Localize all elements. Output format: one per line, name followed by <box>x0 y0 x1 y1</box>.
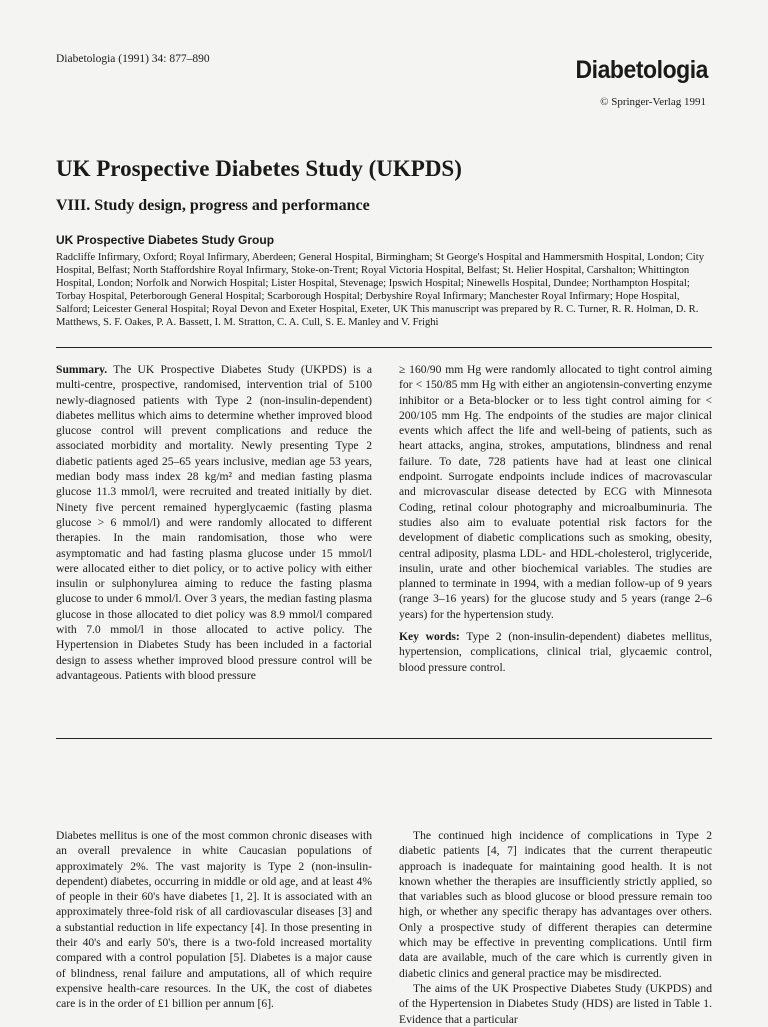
journal-citation: Diabetologia (1991) 34: 877–890 <box>56 53 210 65</box>
body-paragraph: The aims of the UK Prospective Diabetes Study (UKPDS) and of the Hypertension in Diabetes Study (HDS) are listed in Table 1. Evidence that a particular <box>399 981 712 1026</box>
body-right-column <box>399 828 712 1027</box>
summary-label: Summary. <box>56 363 108 376</box>
top-divider <box>56 347 712 348</box>
keywords-label: Key words: <box>399 630 460 644</box>
journal-logo: Diabetologia <box>575 56 708 84</box>
affiliations: Radcliffe Infirmary, Oxford; Royal Infirmary, Aberdeen; General Hospital, Birmingham; St George's Hospital and Hammersmith Hospital, London; City Hospital, Belfast; North Staffordshire Royal Infirmary, Stoke-on-Trent; Royal Victoria Hospital, Belfast; St. Helier Hospital, Carshalton; Whittington Hospital, London; Norfolk and Norwich Hospital; Lister Hospital, Stevenage; Ipswich Hospital; Ninewells Hospital, Dundee; Northampton Hospital; Torbay Hospital, Peterborough General Hospital; Scarborough Hospital; Derbyshire Royal Infirmary; Manchester Royal Infirmary; Hope Hospital, Salford; Leicester General Hospital; Royal Devon and Exeter Hospital, Exeter, UK This manuscript was prepared by R. C. Turner, R. R. Holman, D. R. Matthews, S. F. Oakes, P. A. Bassett, I. M. Stratton, C. A. Cull, S. E. Manley and V. Frighi <box>56 252 704 329</box>
copyright-notice: © Springer-Verlag 1991 <box>600 96 706 108</box>
summary-right-column <box>399 362 712 675</box>
summary-text-right: ≥ 160/90 mm Hg were randomly allocated to tight control aiming for < 150/85 mm Hg with either an angiotensin-converting enzyme inhibitor or a Beta-blocker or to less tight control aiming for < 200/105 mm Hg. The endpoints of the studies are major clinical events which affect the life and well-being of patients, such as heart attacks, angina, strokes, amputations, blindness and renal failure. To date, 728 patients have had at least one clinical endpoint. Surrogate endpoints include indices of macrovascular and microvascular disease detected by ECG with Minnesota Coding, retinal colour photography and microalbuminuria. The studies also aim to evaluate potential risk factors for the development of diabetic complications such as smoking, obesity, central adiposity, plasma LDL- and HDL-cholesterol, triglyceride, insulin, urate and other biochemical variables. The studies are planned to terminate in 1994, with a median follow-up of 9 years (range 3–16 years) for the glucose study and 5 years (range 2–6 years) for the hypertension study. <box>399 363 712 621</box>
bottom-divider <box>56 738 712 739</box>
summary-left-column <box>56 362 372 683</box>
article-subtitle: VIII. Study design, progress and performance <box>56 197 370 214</box>
article-title: UK Prospective Diabetes Study (UKPDS) <box>56 156 462 181</box>
summary-text-left: The UK Prospective Diabetes Study (UKPDS) is a multi-centre, prospective, randomised, intervention trial of 5100 newly-diagnosed patients with Type 2 (non-insulin-dependent) diabetes mellitus which aims to determine whether improved blood glucose control will prevent complications and reduce the associated morbidity and mortality. Newly presenting Type 2 diabetic patients aged 25–65 years inclusive, median age 53 years, median body mass index 28 kg/m² and median fasting plasma glucose 11.3 mmol/l, were recruited and treated initially by diet. Ninety five percent remained hyperglycaemic (fasting plasma glucose > 6 mmol/l) and were randomly allocated to different therapies. In the main randomisation, those who were asymptomatic and had fasting plasma glucose under 15 mmol/l were allocated either to diet policy, or to active policy with either insulin or sulphonylurea aiming to reduce the fasting plasma glucose to under 6 mmol/l. Over 3 years, the median fasting plasma glucose in those allocated to diet policy was 8.9 mmol/l compared with 7.0 mmol/l in those allocated to active policy. The Hypertension in Diabetes Study has been included in a factorial design to assess whether improved blood pressure control will be advantageous. Patients with blood pressure <box>56 363 372 682</box>
keywords-text: Type 2 (non-insulin-dependent) diabetes mellitus, hypertension, complications, clinical trial, glycaemic control, blood pressure control. <box>399 630 712 674</box>
body-left-column <box>56 828 372 1012</box>
body-paragraph: Diabetes mellitus is one of the most common chronic diseases with an overall prevalence in white Caucasian populations of approximately 2%. The vast majority is Type 2 (non-insulin-dependent) diabetes, occurring in middle or old age, and at least 4% of people in their 60's have diabetes [1, 2]. It is associated with an approximately three-fold risk of all cardiovascular diseases [3] and a substantial reduction in life expectancy [4]. In those presenting in their 40's and early 50's, there is a two-fold increased mortality compared with a control population [5]. Diabetes is a major cause of blindness, renal failure and amputations, all of which require expensive health-care resources. In the UK, the cost of diabetes care is in the order of £1 billion per annum [6]. <box>56 829 372 1011</box>
author-group: UK Prospective Diabetes Study Group <box>56 233 275 247</box>
body-paragraph: The continued high incidence of complications in Type 2 diabetic patients [4, 7] indicates that the current therapeutic approach is inadequate for maintaining good health. It is not known whether the therapies are insufficiently strictly applied, so that variables such as blood glucose or blood pressure remain too high, or whether any specific therapy has advantages over others. Only a prospective study of different therapies can determine which may be effective in preventing complications. Until firm data are available, much of the care which is currently given in diabetic clinics and general practice may be misdirected. <box>399 829 712 980</box>
